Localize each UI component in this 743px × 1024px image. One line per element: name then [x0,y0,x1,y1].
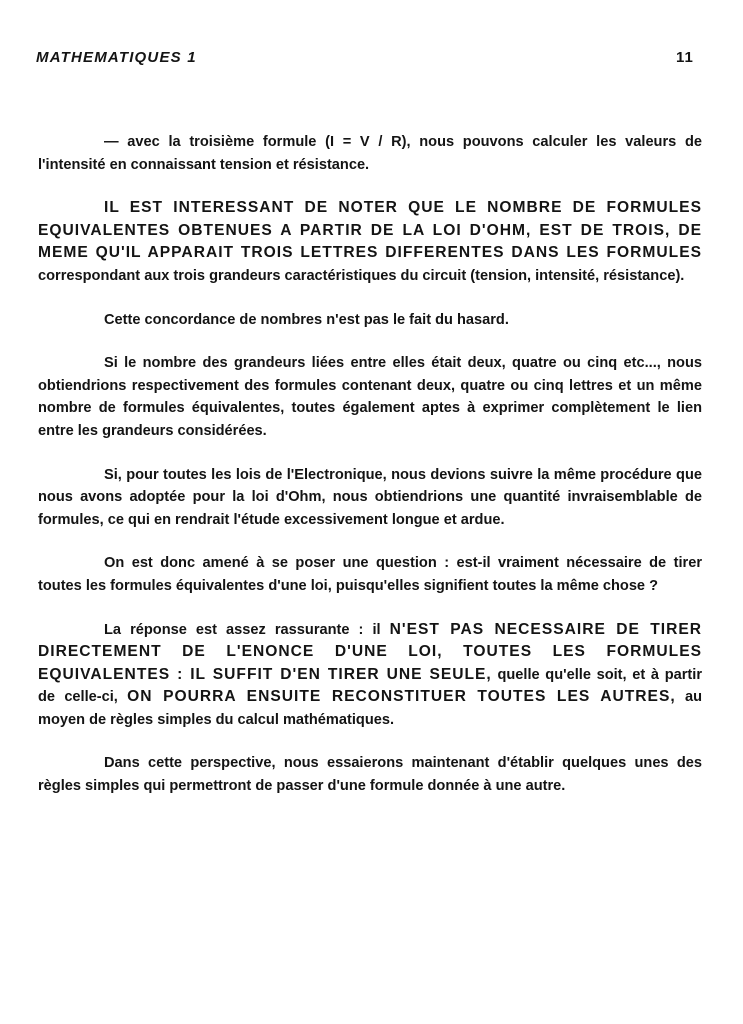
page-number: 11 [676,49,694,66]
paragraph-3-text: Cette concordance de nombres n'est pas le fait du hasard. [104,311,509,328]
paragraph-2-emphasis: IL EST INTERESSANT DE NOTER QUE LE NOMBRE DE FORMULES EQUIVALENTES OBTENUES A PARTIR DE LA LOI D'OHM, EST DE TROIS, DE MEME QU'IL APPARAIT TROIS LETTRES DIFFERENTES DANS LES FORMULES [38,199,702,262]
paragraph-7-text-a: La réponse est assez rassurante : il [104,621,390,638]
paragraph-4 [38,352,702,442]
body-text [38,131,702,819]
paragraph-8 [38,752,702,797]
paragraph-1 [38,131,702,176]
paragraph-6-text: On est donc amené à se poser une question : est-il vraiment nécessaire de tirer toutes les formules équivalentes d'une loi, puisqu'elles signifient toutes la même chose ? [38,555,702,594]
paragraph-3 [38,309,702,332]
paragraph-2 [38,197,702,287]
paragraph-7-text-b: quelle qu'elle soit, et à partir de celle-ci, [38,666,703,706]
paragraph-4-text: Si le nombre des grandeurs liées entre elles était deux, quatre ou cinq etc..., nous obtiendrions respectivement des formules contenant deux, quatre ou cinq lettres et un même nombre de formules équivalentes, toutes également aptes à exprimer complètement le lien entre les grandeurs considérées. [38,355,702,439]
paragraph-7 [38,619,702,732]
paragraph-7-text-c: au moyen de règles simples du calcul mathématiques. [38,689,703,728]
paragraph-2-text: correspondant aux trois grandeurs caractéristiques du circuit (tension, intensité, résistance). [38,267,685,284]
paragraph-7-emphasis-a: N'EST PAS NECESSAIRE DE TIRER DIRECTEMENT DE L'ENONCE D'UNE LOI, TOUTES LES FORMULES EQUIVALENTES : IL SUFFIT D'EN TIRER UNE SEULE, [38,620,702,683]
paragraph-6 [38,552,702,597]
paragraph-5-text: Si, pour toutes les lois de l'Electronique, nous devions suivre la même procédure que nous avons adoptée pour la loi d'Ohm, nous obtiendrions une quantité invraisemblable de formules, ce qui en rendrait l'étude excessivement longue et ardue. [38,466,702,528]
paragraph-7-emphasis-b: ON POURRA ENSUITE RECONSTITUER TOUTES LES AUTRES, [127,688,676,706]
paragraph-1-text: — avec la troisième formule (I = V / R), nous pouvons calculer les valeurs de l'intensité en connaissant tension et résistance. [38,134,702,173]
running-head-title: MATHEMATIQUES 1 [36,49,197,66]
paragraph-8-text: Dans cette perspective, nous essaierons maintenant d'établir quelques unes des règles simples qui permettront de passer d'une formule donnée à une autre. [38,755,702,795]
paragraph-5 [38,464,702,532]
